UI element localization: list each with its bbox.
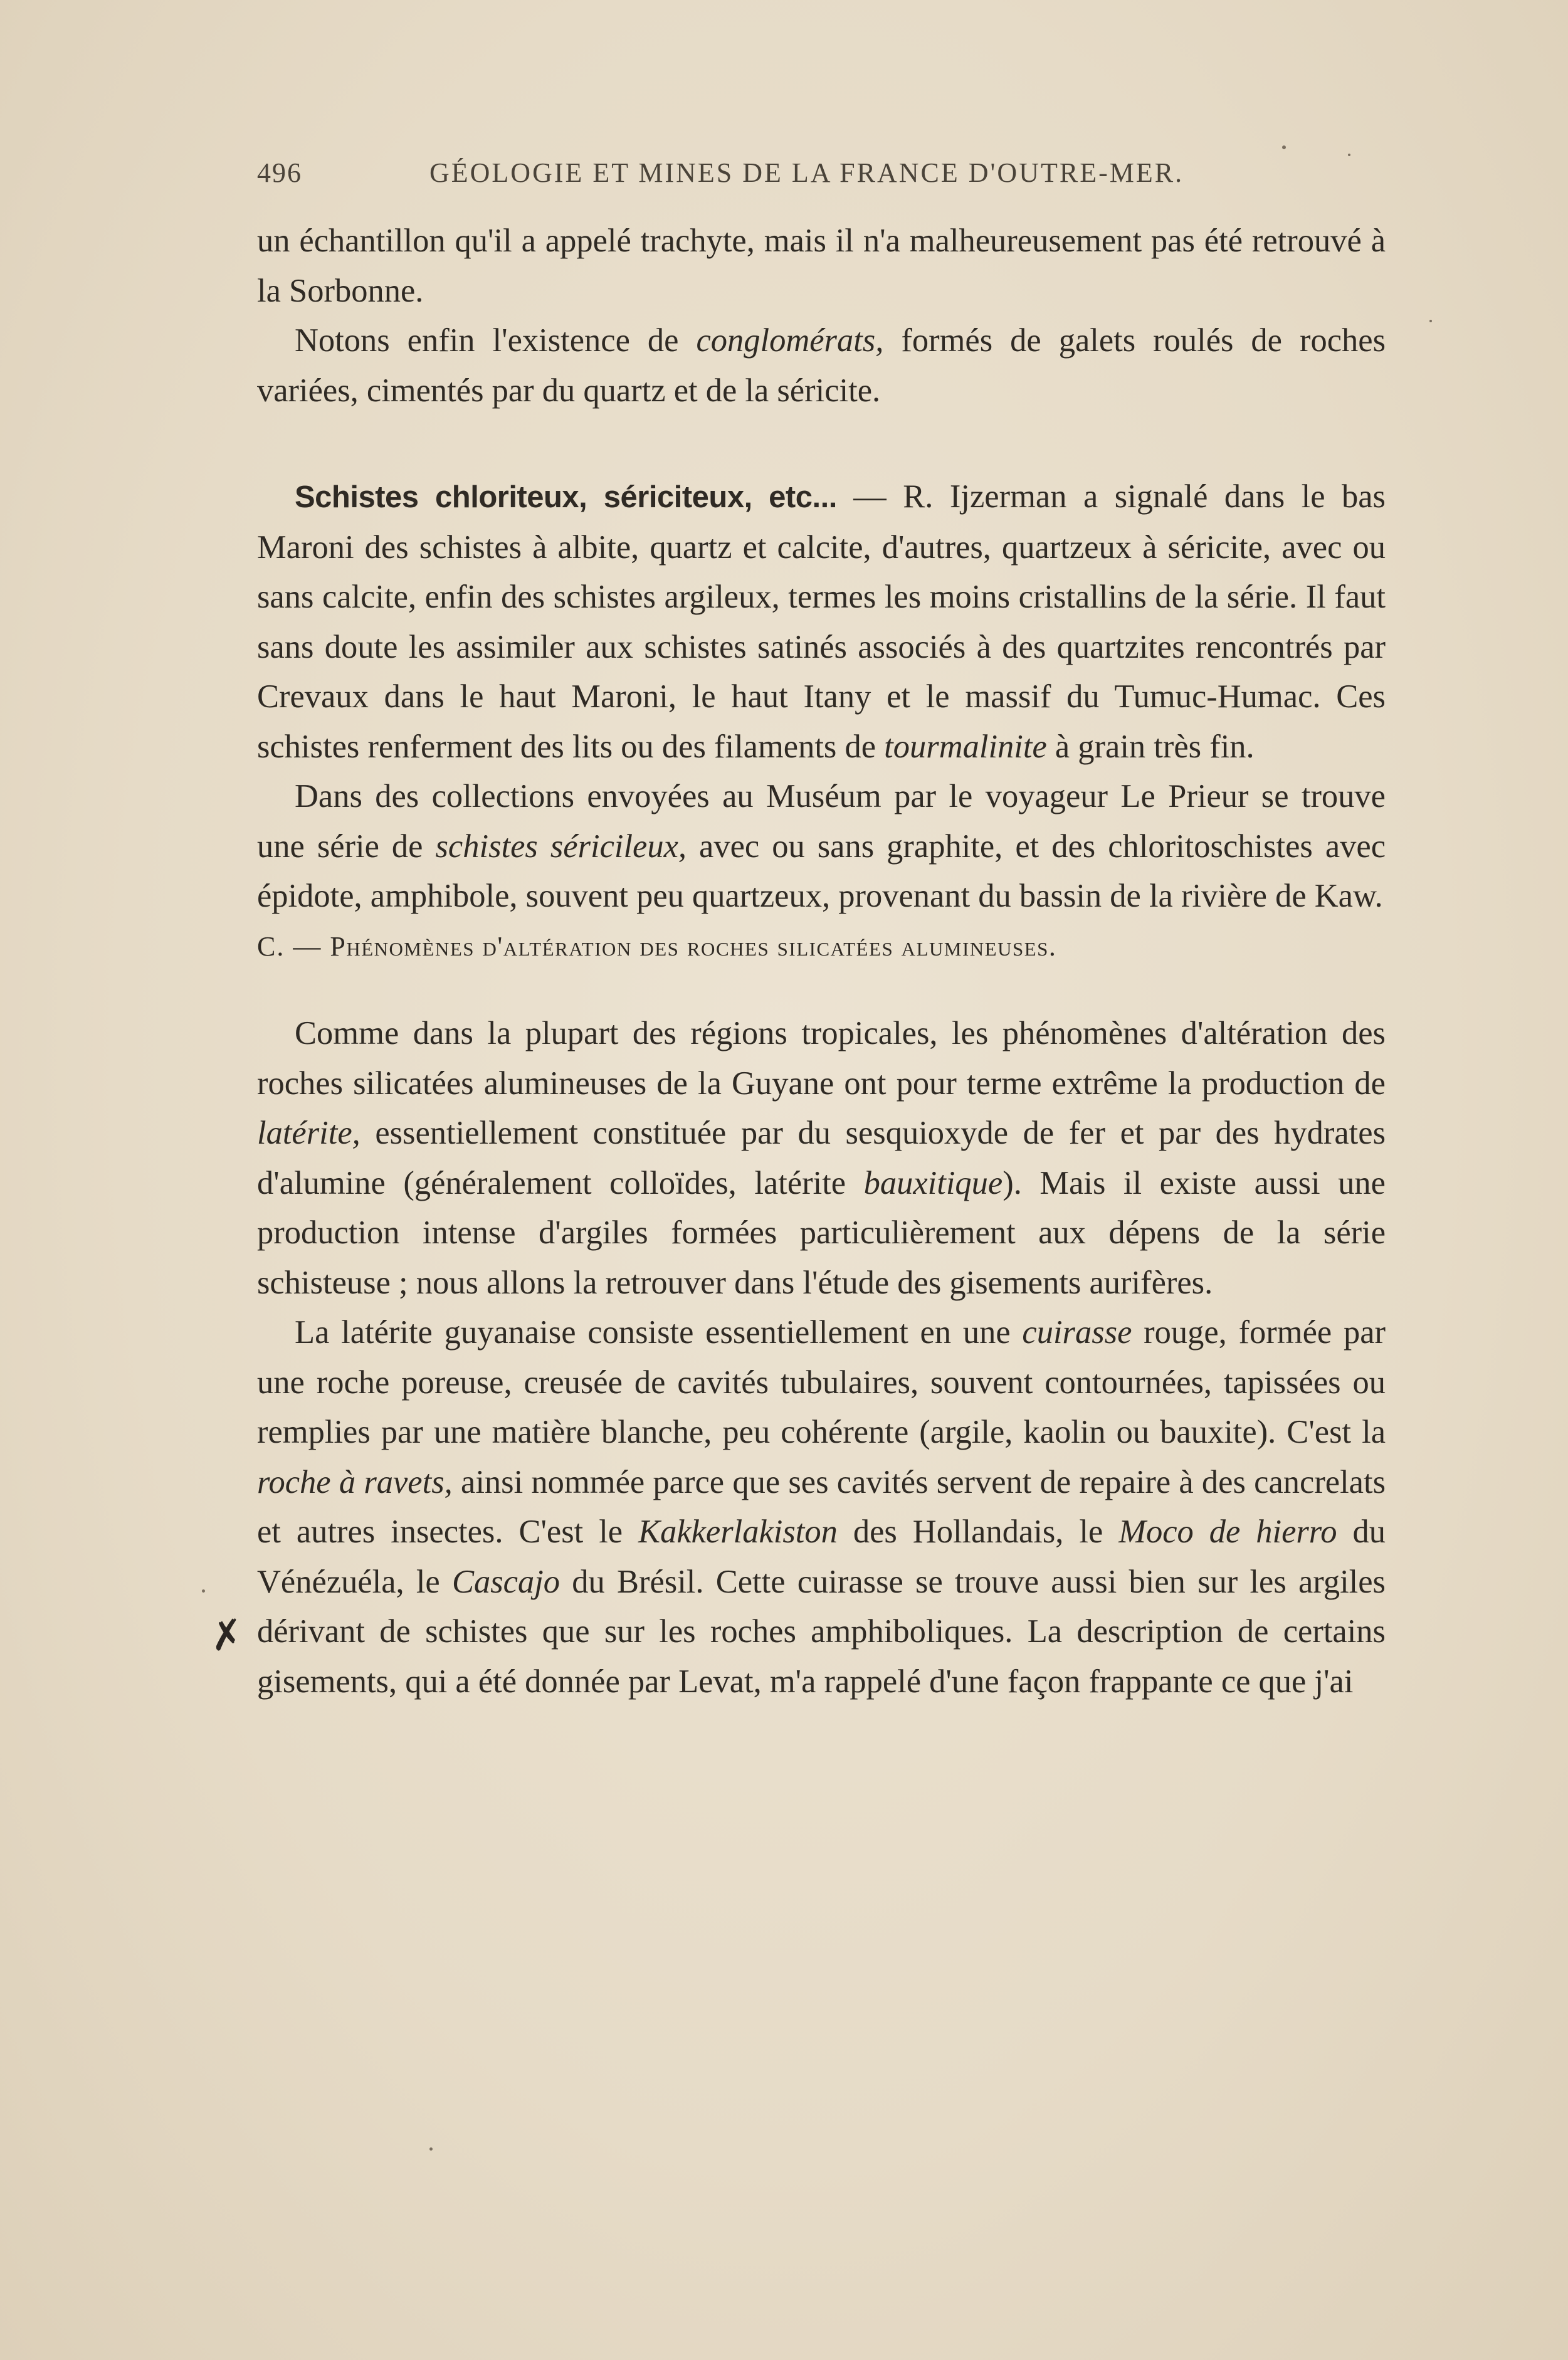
paragraph-le-prieur — [257, 772, 1386, 922]
section-title-text: Phénomènes d'altération des roches silicatées alumineuses. — [330, 930, 1057, 962]
paragraph-text: un échantillon qu'il a appelé trachyte, mais il n'a malheureusement pas été retrouvé à la Sorbonne. — [257, 223, 1386, 309]
italic-term: latérite, — [257, 1115, 360, 1151]
italic-term: Cascajo — [451, 1563, 560, 1600]
paragraph-text: La latérite guyanaise consiste essentiellement en une — [295, 1314, 1023, 1351]
paragraph-cuirasse — [257, 1308, 1386, 1707]
paragraph-text: à grain très fin. — [1046, 728, 1255, 765]
italic-term: conglomérats, — [696, 322, 884, 359]
paragraph-text: ainsi nommée parce que ses cavités servent de repaire à des cancrelats et autres insectes. C'est le — [257, 1463, 1386, 1550]
paragraph-text: du Brésil. Cette cuirasse se trouve aussi bien sur les argiles dérivant de schistes que sur les roches amphiboliques. La description de certains gisements, qui a été donnée par Levat, m'a rappelé d'une façon frappante ce que j'ai — [257, 1563, 1386, 1700]
italic-term: cuirasse — [1022, 1314, 1132, 1351]
paragraph-text: formés de galets roulés de roches variées, cimentés par du quartz et de la séricite. — [257, 322, 1386, 409]
page-body — [257, 216, 1386, 1707]
page-number: 496 — [257, 157, 302, 188]
paragraph-text: essentiellement constituée par du sesquioxyde de fer et par des hydrates d'alumine (généralement colloïdes, latérite — [257, 1115, 1386, 1201]
paper-speck — [202, 1589, 205, 1593]
paper-speck — [1282, 145, 1286, 149]
paragraph-text: du Vénézuéla, le — [257, 1514, 1386, 1600]
italic-term: bauxitique — [863, 1164, 1003, 1201]
page-header — [257, 157, 1386, 194]
paragraph-text: Comme dans la plupart des régions tropicales, les phénomènes d'altération des roches silicatées alumineuses de la Guyane ont pour terme extrême la production de — [257, 1015, 1386, 1102]
paragraph-text: — R. Ijzerman a signalé dans le bas Maroni des schistes à albite, quartz et calcite, d'autres, quartzeux à séricite, avec ou sans calcite, enfin des schistes argileux, termes les moins cristallins de la série. Il faut sans doute les assimiler aux schistes satinés associés à des quartzites rencontrés par Crevaux dans le haut Maroni, le haut Itany et le massif du Tumuc-Humac. Ces schistes renferment des lits ou des filaments de — [257, 478, 1386, 765]
paragraph-text: rouge, formée par une roche poreuse, creusée de cavités tubulaires, souvent contournées, tapissées ou remplies par une matière blanche, peu cohérente (argile, kaolin ou bauxite). C'est la — [257, 1314, 1386, 1450]
paragraph-text: avec ou sans graphite, et des chloritoschistes avec épidote, amphibole, souvent peu quartzeux, provenant du bassin de la rivière de Kaw. — [257, 828, 1386, 914]
paragraph-text: Notons enfin l'existence de — [295, 322, 697, 359]
italic-term: roche à ravets, — [257, 1463, 453, 1500]
margin-cross-mark: ✗ — [207, 1610, 247, 1662]
italic-term: schistes séricileux, — [435, 828, 687, 865]
paragraph-text: des Hollandais, le — [837, 1514, 1119, 1550]
paper-speck — [429, 2147, 433, 2151]
italic-term: tourmalinite — [884, 728, 1047, 765]
paper-speck — [1429, 320, 1432, 322]
italic-term: Moco de hierro — [1118, 1514, 1337, 1550]
paragraph-conglomerats — [257, 316, 1386, 416]
running-title: GÉOLOGIE ET MINES DE LA FRANCE D'OUTRE-MER. — [429, 157, 1184, 188]
paper-speck — [1348, 154, 1350, 156]
paragraph-text: ). Mais il existe aussi une production intense d'argiles formées particulièrement aux dépens de la série schisteuse ; nous allons la retrouver dans l'étude des gisements aurifères. — [257, 1164, 1386, 1301]
italic-term: Kakkerlakiston — [638, 1514, 838, 1550]
paragraph-continuation — [257, 216, 1386, 316]
section-prefix: C. — — [257, 930, 330, 962]
run-in-heading: Schistes chloriteux, sériciteux, etc... — [295, 480, 837, 514]
section-title — [257, 922, 1386, 972]
paragraph-schistes — [257, 472, 1386, 772]
paragraph-text: Dans des collections envoyées au Muséum par le voyageur Le Prieur se trouve une série de — [257, 778, 1386, 865]
paragraph-laterite-intro — [257, 1009, 1386, 1308]
